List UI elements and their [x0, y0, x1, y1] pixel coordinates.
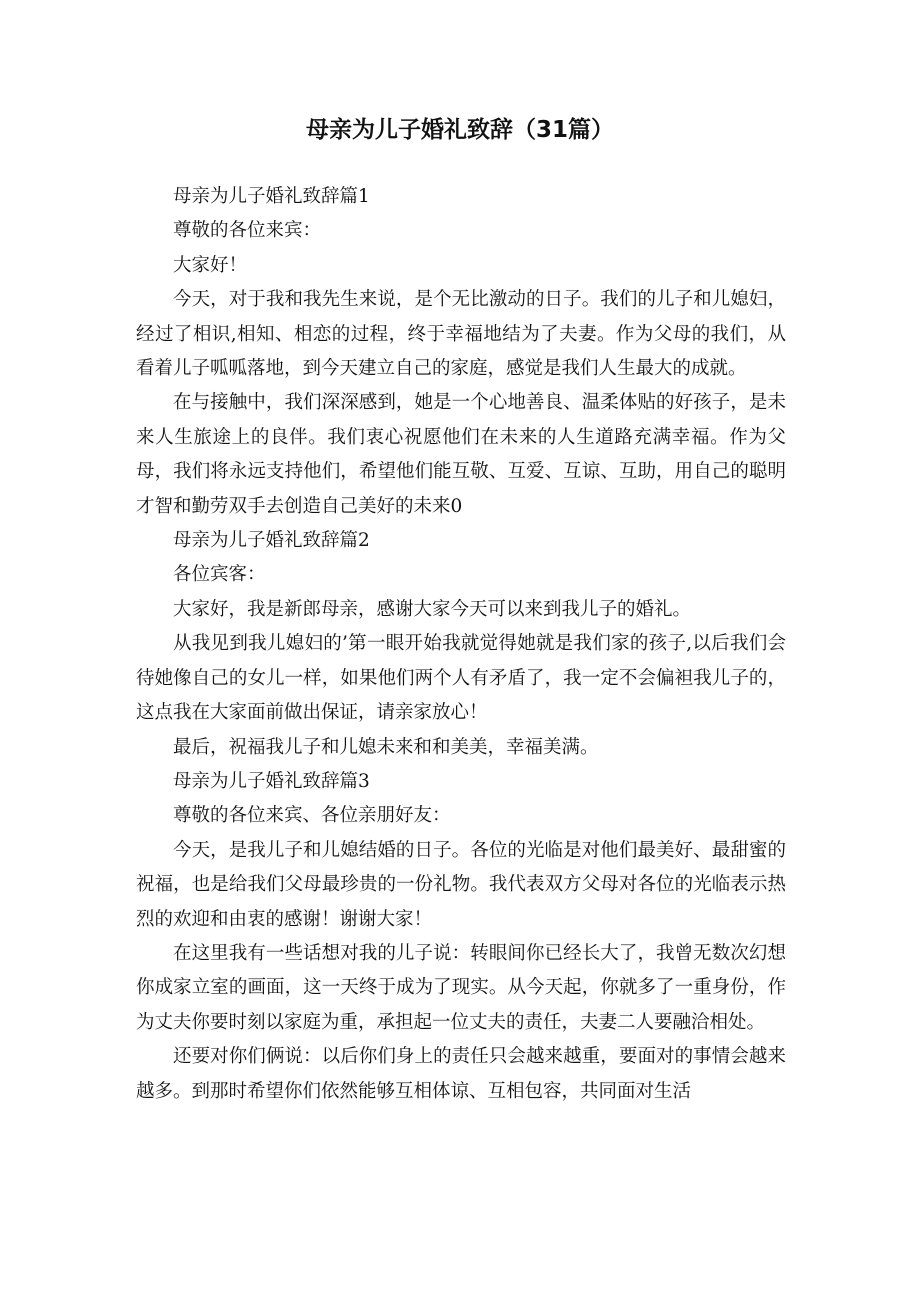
greeting: 大家好！: [173, 254, 248, 276]
section-heading: 母亲为儿子婚礼致辞篇3: [173, 770, 370, 792]
body-paragraph: 大家好，我是新郎母亲，感谢大家今天可以来到我儿子的婚礼。: [173, 598, 692, 620]
body-paragraph: 还要对你们俩说：以后你们身上的责任只会越来越重，要面对的事情会越来越多。到那时希望你们依然能够互相体谅、互相包容，共同面对生活: [136, 1046, 786, 1102]
salutation: 尊敬的各位来宾：: [173, 220, 322, 242]
document-body: [136, 180, 786, 1109]
body-paragraph: 在这里我有一些话想对我的儿子说：转眼间你已经长大了，我曾无数次幻想你成家立室的画面，这一天终于成为了现实。从今天起，你就多了一重身份，作为丈夫你要时刻以家庭为重，承担起一位丈夫的责任，夫妻二人要融洽相处。: [136, 942, 786, 1033]
salutation: 各位宾客：: [173, 564, 266, 586]
document-title: 母亲为儿子婚礼致辞（31篇）: [305, 117, 614, 143]
salutation: 尊敬的各位来宾、各位亲朋好友：: [173, 805, 451, 827]
body-paragraph: 最后，祝福我儿子和儿媳未来和和美美，幸福美满。: [173, 736, 599, 758]
section-heading: 母亲为儿子婚礼致辞篇1: [173, 186, 370, 207]
body-paragraph: 今天，是我儿子和儿媳结婚的日子。各位的光临是对他们最美好、最甜蜜的祝福，也是给我们父母最珍贵的一份礼物。我代表双方父母对各位的光临表示热烈的欢迎和由衷的感谢！谢谢大家！: [136, 839, 786, 930]
body-paragraph: 今天，对于我和我先生来说，是个无比激动的日子。我们的儿子和儿媳妇，经过了相识,相知、相恋的过程，终于幸福地结为了夫妻。作为父母的我们，从看着儿子呱呱落地，到今天建立自己的家庭，感觉是我们人生最大的成就。: [136, 289, 786, 380]
body-paragraph: 在与接触中，我们深深感到，她是一个心地善良、温柔体贴的好孩子，是未来人生旅途上的良伴。我们衷心祝愿他们在未来的人生道路充满幸福。作为父母，我们将永远支持他们，希望他们能互敬、互爱、互谅、互助，用自己的聪明才智和勤劳双手去创造自己美好的未来0: [136, 392, 786, 517]
section-heading: 母亲为儿子婚礼致辞篇2: [173, 530, 370, 552]
body-paragraph: 从我见到我儿媳妇的’第一眼开始我就觉得她就是我们家的孩子,以后我们会待她像自己的女儿一样，如果他们两个人有矛盾了，我一定不会偏袒我儿子的，这点我在大家面前做出保证，请亲家放心！: [136, 633, 786, 724]
